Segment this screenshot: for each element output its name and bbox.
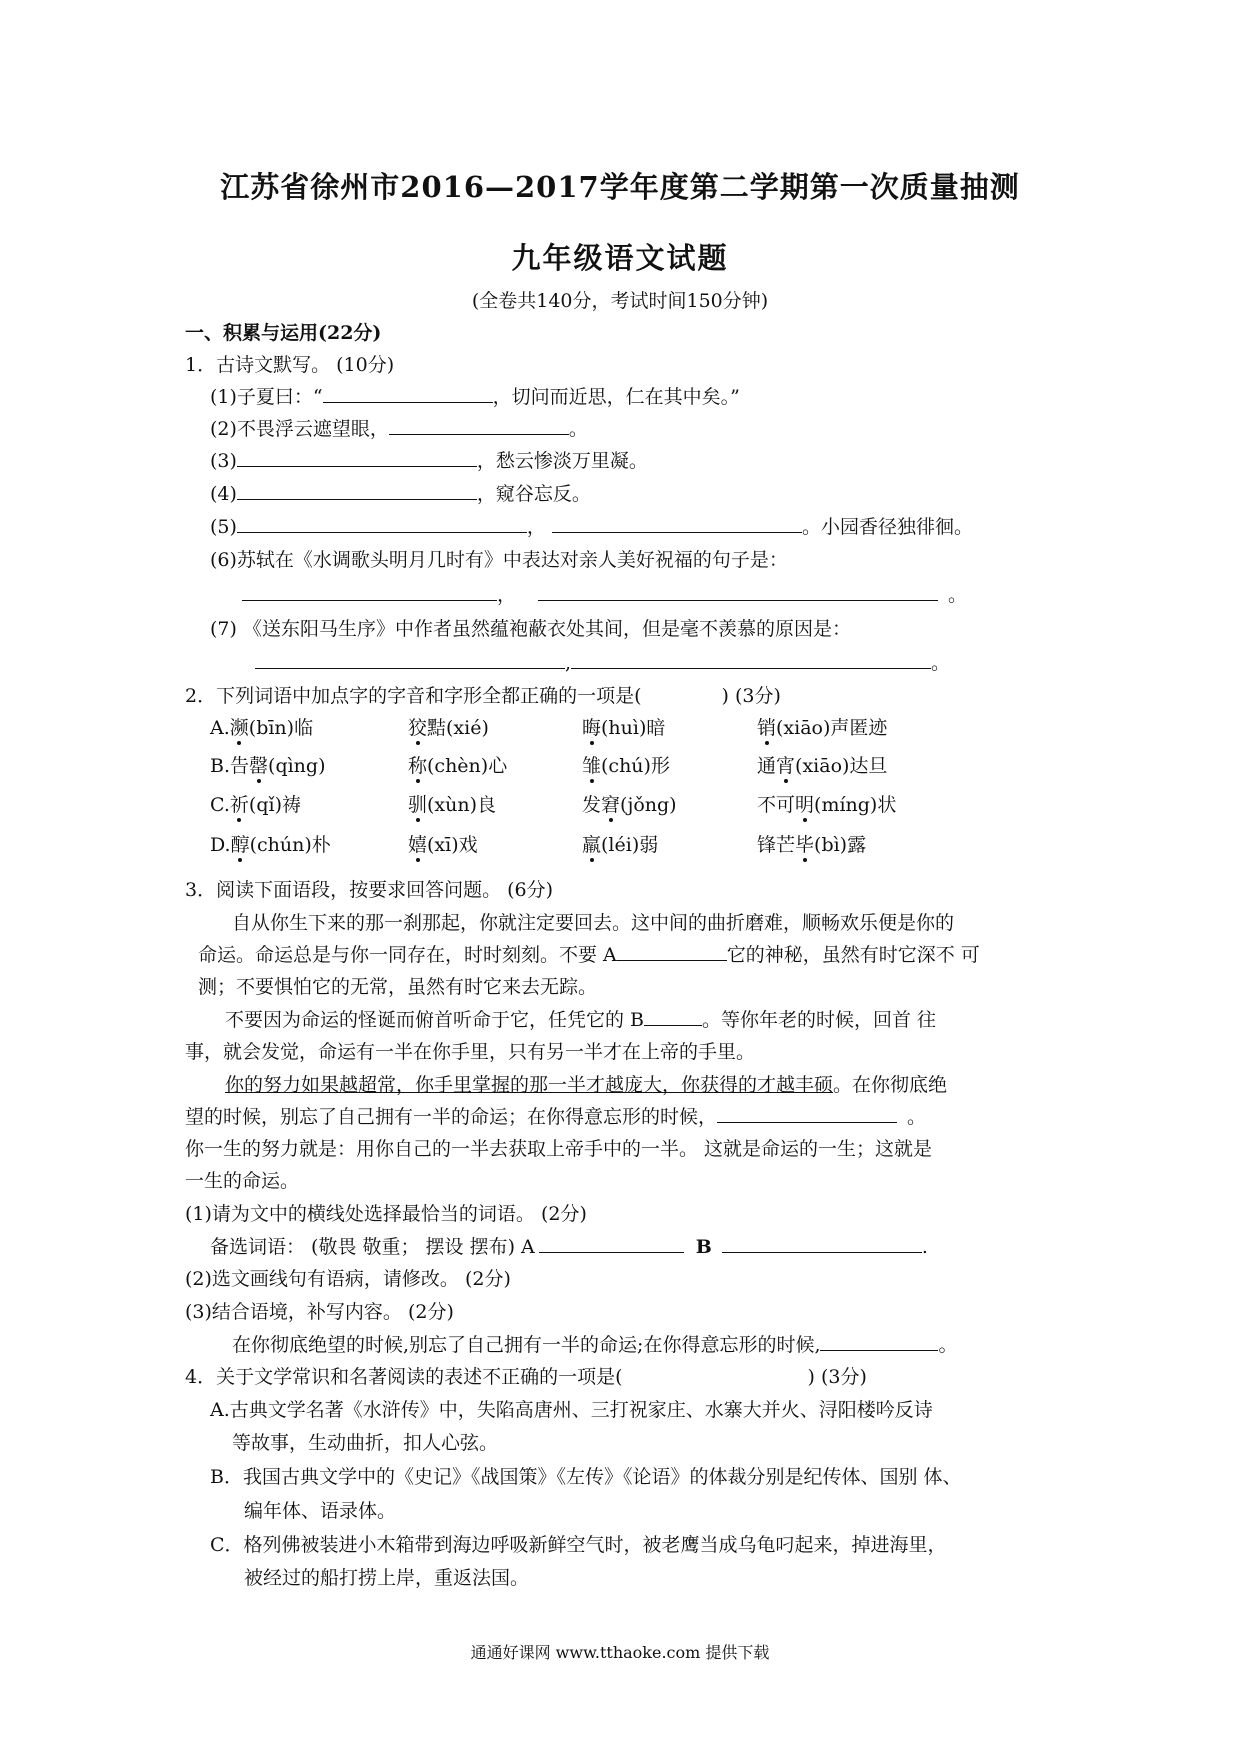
q1-line-5-post: 。小园香径独徘徊。 <box>801 516 973 538</box>
q1-line-7-answer <box>255 648 950 675</box>
option-suffix: (chèn)心 <box>427 755 508 777</box>
q1-line-7: (7) 《送东阳马生序》中作者虽然蕴袍蔽衣处其间，但是毫不羡慕的原因是： <box>210 618 851 640</box>
q1-line-2-pre: (2)不畏浮云遮望眼， <box>210 418 389 440</box>
q1-line-1 <box>210 382 740 409</box>
answer-blank[interactable] <box>237 481 477 500</box>
q3-s3-end: 。 <box>938 1334 958 1356</box>
option-prefix: C. <box>210 794 230 816</box>
option-prefix: 通 <box>757 755 777 777</box>
answer-blank[interactable] <box>538 582 938 601</box>
q2-option-item <box>757 790 896 817</box>
dotted-character: 销 <box>757 713 776 740</box>
q1-line-6-mid: ， <box>497 584 517 606</box>
q3-para-3a-post: 。在你彻底绝 <box>833 1074 948 1096</box>
q1-line-5-mid: ， <box>526 516 546 538</box>
option-suffix: (xiāo)达旦 <box>795 755 888 777</box>
q3-para-1c: 测；不要惧怕它的无常，虽然有时它来去无踪。 <box>198 976 598 998</box>
q1-line-4-pre: (4) <box>210 483 237 505</box>
q3-sub-3: (3)结合语境，补写内容。 (2分) <box>185 1301 454 1323</box>
option-suffix: (chú)形 <box>601 755 670 777</box>
q4-option-a: A.古典文学名著《水浒传》中，失陷高唐州、三打祝家庄、水寨大并火、浔阳楼吟反诗 <box>210 1399 933 1421</box>
q3-s3-context: 在你彻底绝望的时候,别忘了自己拥有一半的命运;在你得意忘形的时候, <box>232 1334 821 1356</box>
option-suffix: (léi)弱 <box>601 834 659 856</box>
q3-para-2a-post: 。等你年老的时候，回首 往 <box>702 1009 937 1031</box>
dotted-character: 宵 <box>776 751 795 778</box>
answer-blank-b[interactable] <box>722 1234 922 1253</box>
dotted-character: 罄 <box>249 751 268 778</box>
q3-underlined-sentence: 你的努力如果越超常，你手里掌握的那一半才越庞大，你获得的才越丰硕 <box>225 1074 834 1096</box>
q3-sub-1-options <box>210 1232 928 1259</box>
dotted-character: 醇 <box>231 830 250 857</box>
dotted-character: 称 <box>408 751 427 778</box>
q1-line-2-post: 。 <box>568 418 588 440</box>
q4-option-c: C．格列佛被装进小木箱带到海边呼吸新鲜空气时，被老鹰当成乌龟叼起来，掉进海里， <box>210 1534 947 1556</box>
q3-para-3b-pre: 望的时候，别忘了自己拥有一半的命运；在你得意忘形的时候， <box>185 1106 718 1128</box>
option-prefix: A. <box>210 717 230 739</box>
option-suffix: (xiāo)声匿迹 <box>776 717 888 739</box>
dotted-character: 明 <box>795 790 814 817</box>
option-suffix: (qìng) <box>268 755 326 777</box>
q3-para-3b-post: 。 <box>907 1106 927 1128</box>
dotted-character: 濒 <box>230 713 249 740</box>
q2-option-item <box>210 751 326 778</box>
blank-b[interactable] <box>644 1007 702 1026</box>
option-suffix: (bīn)临 <box>248 717 314 739</box>
q4-option-c-cont: 被经过的船打捞上岸，重返法国。 <box>244 1567 530 1589</box>
q2-option-item <box>408 713 489 740</box>
exam-title: 江苏省徐州市2016—2017学年度第二学期第一次质量抽测 <box>220 170 1020 204</box>
q4-stem-text: 4．关于文学常识和名著阅读的表述不正确的一项是( <box>185 1366 623 1388</box>
answer-blank[interactable] <box>571 650 931 669</box>
answer-blank[interactable] <box>552 514 802 533</box>
answer-blank[interactable] <box>255 650 565 669</box>
q2-option-item <box>210 713 313 740</box>
q3-s1-end: . <box>921 1236 928 1258</box>
dotted-character: 毕 <box>795 830 814 857</box>
option-prefix: B.告 <box>210 755 250 777</box>
option-suffix: (xùn)良 <box>427 794 497 816</box>
q1-line-4-post: ，窥谷忘反。 <box>476 483 591 505</box>
q2-option-item <box>757 751 887 778</box>
q1-line-5 <box>210 512 973 539</box>
q2-option-item <box>210 790 301 817</box>
q4-option-b-cont: 编年体、语录体。 <box>244 1500 397 1522</box>
page-footer: 通通好课网 www.tthaoke.com 提供下载 <box>470 1643 770 1662</box>
blank-a[interactable] <box>617 942 727 961</box>
q2-option-item <box>582 751 670 778</box>
answer-blank[interactable] <box>323 384 493 403</box>
option-suffix: (chún)朴 <box>249 834 331 856</box>
option-prefix: 不可 <box>757 794 796 816</box>
q3-sub-1: (1)请为文中的横线处选择最恰当的词语。 (2分) <box>185 1203 587 1225</box>
answer-blank[interactable] <box>717 1104 897 1123</box>
q1-line-6-post: 。 <box>948 584 968 606</box>
q4-stem <box>185 1362 867 1389</box>
q1-line-4 <box>210 479 591 506</box>
q2-option-item <box>757 830 866 857</box>
q2-option-item <box>582 790 677 817</box>
answer-blank[interactable] <box>820 1332 938 1351</box>
option-suffix: (huì)暗 <box>601 717 666 739</box>
option-suffix: (qǐ)祷 <box>248 794 301 816</box>
q3-para-1a: 自从你生下来的那一刹那起，你就注定要回去。这中间的曲折磨难，顺畅欢乐便是你的 <box>232 912 955 934</box>
q3-sub-3-text <box>232 1330 958 1357</box>
q2-option-item <box>757 713 887 740</box>
q1-line-7-post: 。 <box>931 652 951 674</box>
q3-para-3a <box>225 1070 947 1097</box>
q3-para-3c: 你一生的努力就是：用你自己的一半去获取上帝手中的一半。 这就是命运的一生；这就是 <box>185 1138 933 1160</box>
q1-line-3-pre: (3) <box>210 450 237 472</box>
q3-stem: 3．阅读下面语段，按要求回答问题。 (6分) <box>185 879 554 901</box>
q1-stem: 1．古诗文默写。 (10分) <box>185 354 395 376</box>
q1-line-7-mid: , <box>565 652 572 674</box>
q2-stem-text: 2．下列词语中加点字的字音和字形全都正确的一项是( <box>185 685 642 707</box>
option-prefix: 锋芒 <box>757 834 796 856</box>
q1-line-1-pre: (1)子夏曰：“ <box>210 386 323 408</box>
q2-option-item <box>408 790 496 817</box>
q3-para-2a <box>225 1005 936 1032</box>
section-heading: 一、积累与运用(22分) <box>185 322 382 344</box>
option-suffix: 黠(xié) <box>427 717 489 739</box>
q1-line-5-pre: (5) <box>210 516 237 538</box>
answer-blank[interactable] <box>389 416 569 435</box>
exam-subtitle: 九年级语文试题 <box>511 241 729 275</box>
q1-line-6: (6)苏轼在《水调歌头明月几时有》中表达对亲人美好祝福的句子是： <box>210 549 788 571</box>
q2-option-item <box>582 713 665 740</box>
q3-para-1b-post: 它的神秘，虽然有时它深不 可 <box>726 944 980 966</box>
q2-option-item <box>408 830 478 857</box>
q2-option-item <box>210 830 331 857</box>
q3-para-1b-pre: 命运。命运总是与你一同存在，时时刻刻。不要 A <box>198 944 617 966</box>
dotted-character: 嬉 <box>408 830 427 857</box>
q3-para-1b <box>198 940 980 967</box>
dotted-character: 狡 <box>408 713 427 740</box>
q3-sub-2: (2)选文画线句有语病，请修改。 (2分) <box>185 1268 511 1290</box>
answer-blank[interactable] <box>242 582 497 601</box>
q1-line-3 <box>210 446 648 473</box>
q3-para-2b: 事，就会发觉，命运有一半在你手里，只有另一半才在上帝的手里。 <box>185 1041 756 1063</box>
q1-line-2 <box>210 414 588 441</box>
answer-blank[interactable] <box>237 514 527 533</box>
dotted-character: 晦 <box>582 713 601 740</box>
q2-option-item <box>582 830 658 857</box>
q3-word-options: 备选词语： (敬畏 敬重； 摆设 摆布) A <box>210 1236 535 1258</box>
option-prefix: 发 <box>582 794 602 816</box>
q3-para-2a-pre: 不要因为命运的怪诞而俯首听命于它，任凭它的 B <box>225 1009 645 1031</box>
option-suffix: (jǒng) <box>620 794 677 816</box>
dotted-character: 羸 <box>582 830 601 857</box>
q1-line-1-post: ，切问而近思，仁在其中矣。” <box>492 386 740 408</box>
q4-option-a-cont: 等故事，生动曲折，扣人心弦。 <box>232 1432 499 1454</box>
dotted-character: 驯 <box>408 790 427 817</box>
option-suffix: (xī)戏 <box>427 834 478 856</box>
answer-blank-a[interactable] <box>539 1234 684 1253</box>
q2-stem-end: ) (3分) <box>721 685 781 707</box>
q1-line-3-post: ，愁云惨淡万里凝。 <box>476 450 648 472</box>
dotted-character: 窘 <box>601 790 620 817</box>
q2-stem <box>185 681 781 708</box>
option-suffix: (bì)露 <box>814 834 867 856</box>
q2-option-item <box>408 751 507 778</box>
q3-para-3b <box>185 1102 926 1129</box>
q3-para-3d: 一生的命运。 <box>185 1170 300 1192</box>
q4-stem-end: ) (3分) <box>807 1366 867 1388</box>
q1-line-6-answer <box>242 580 967 607</box>
dotted-character: 雏 <box>582 751 601 778</box>
dotted-character: 祈 <box>230 790 249 817</box>
option-suffix: (míng)状 <box>814 794 897 816</box>
answer-blank[interactable] <box>237 448 477 467</box>
q3-b-label: B <box>695 1236 712 1258</box>
exam-info: (全卷共140分，考试时间150分钟) <box>471 290 769 312</box>
q4-option-b: B．我国古典文学中的《史记》《战国策》《左传》《论语》的体裁分别是纪传体、国别 体、 <box>210 1466 962 1488</box>
option-prefix: D. <box>210 834 231 856</box>
